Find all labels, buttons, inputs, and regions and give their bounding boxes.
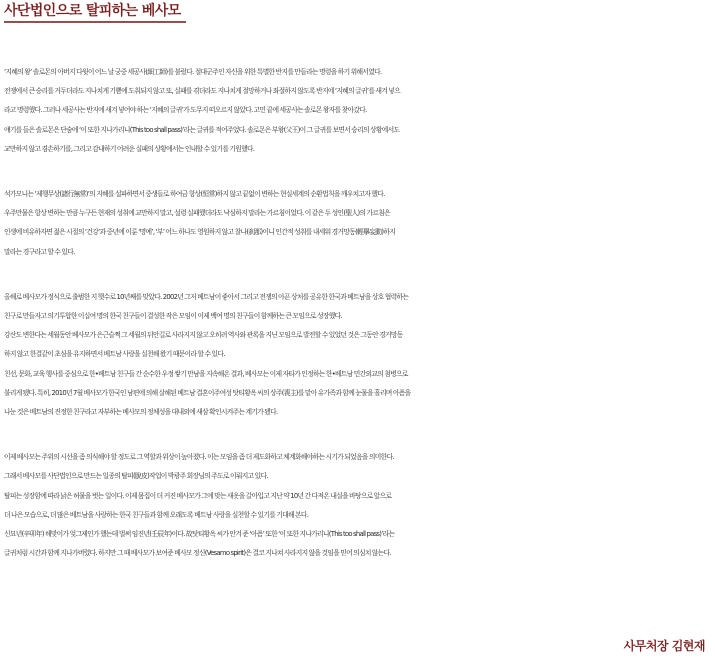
text-line: 얘기를 들은 솔로몬은 단숨에 ‘이 또한 지나가리니(This too shall pass)’라는 글귀를 적어주었다. 솔로몬은 부왕(父王)이 그 글귀를 보면서 승리의 상황에서도 bbox=[4, 125, 400, 134]
text-line: 인생에 비유하자면 젊은 시절의 ‘건강’과 중년에 이룬 ‘명예’, ‘부’ 어느 하나도 영원하지 않고 찰나(刹那)이니 인간적 성취를 내세워 경거망동(輕擧妄動)하지 bbox=[4, 228, 396, 237]
text-line: 더 나은 모습으로, 더 많은 베트남을 사랑하는 한국 친구들과 함께 오래도록 베트남 사랑을 실천할 수 있기를 기대해 본다. bbox=[4, 510, 309, 519]
text-line: 친선, 문화, 교육 행사를 중심으로 한•베트남 친구들 간 순수한 우정 쌓기 만남을 지속해온 결과, 베사모는 이제 자타가 인정하는 한•베트남 민간외교의 첨병으로 bbox=[4, 369, 408, 378]
text-line: 올해로 베사모가 정식으로 출범한 지 햇수로 10년째를 맞았다. 2002년 그저 베트남이 좋아서 그리고 전쟁의 아픈 상처를 공유한 한국과 베트남을 상호 협력하는 bbox=[4, 292, 409, 301]
paragraph bbox=[4, 288, 710, 422]
text-line: 말라는 경구라고 할 수 있다. bbox=[4, 247, 75, 256]
text-line: 우주만물은 항상 변하는 만큼 누구든 현재의 성취에 교만하지 말고, 설령 실패했더라도 낙심하지 말라는 가르침이었다. 이 같은 두 성인(聖人)의 가르침은 bbox=[4, 209, 390, 218]
text-line: 친구로 만들자고 의기투합한 이십여 명의 한국 친구들이 결성한 작은 모임이 이제 백여 명의 친구들이 함께하는 큰 모임으로 성장했다. bbox=[4, 312, 342, 321]
text-line: 글귀처럼 시간과 함께 지나가버렸다. 하지만 그 때 베사모가 보여준 베사모 정신(Vesamo spirit)은 결코 지나쳐 사라지지 않을 것임을 믿어 의심치 않는다. bbox=[4, 549, 391, 558]
text-line: 교만하지 않고 겸손하기를, 그리고 감내하기 어려운 실패의 상황에서는 인내할 수 있기를 기원했다. bbox=[4, 144, 255, 153]
text-line: 강산도 변한다는 세월동안 베사모가 은근슬쩍 그 세월의 뒤안길로 사라지지 않고 오히려 역사와 관록을 지닌 모임으로 발전할 수 있었던 것은 그동안 경거망동 bbox=[4, 331, 403, 340]
text-line: ‘지혜의 왕’ 솔로몬의 아버지 다윗이 어느 날 궁중 세공사(細工師)를 불렀다. 절대군주인 자신을 위한 특별한 반지를 만들라는 명령을 하기 위해서였다. bbox=[4, 68, 382, 76]
text-line: 이제 베사모는 주위의 시선을 좀 의식해야 할 정도로 그 역할과 위상이 높아졌다. 이는 모임을 좀 더 제도화하고 체계화해야하는 시기가 되었음을 의미한다. bbox=[4, 453, 394, 462]
text-line: 라고 명령했다. 그러나 세공사는 반지에 새겨 넣어야 하는 ‘지혜의 글귀’가 도무지 떠오르지 않았다. 고민 끝에 세공사는 솔로몬 왕자를 찾아갔다. bbox=[4, 106, 367, 115]
article-title: 사단법인으로 탈피하는 베사모 bbox=[4, 3, 181, 19]
text-line: 탈피는 성장함에 따라 낡은 허물을 벗는 일이다. 이제 몸집이 더 커진 베사모가 그에 맞는 새옷을 갈아입고 지난 약 10년 간 다져온 내실을 바탕으로 앞으로 bbox=[4, 491, 392, 500]
author-signature: 사무처장 김현재 bbox=[623, 639, 705, 653]
text-line: 나눈 것은 베트남의 진정한 친구라고 자부하는 베사모의 정체성을 대내외에 새삼 확인시켜주는 계기가 됐다. bbox=[4, 408, 278, 417]
text-line: 전쟁에서 큰 승리를 거두더라도 지나치게 기쁨에 도취되지 않고 또, 실패를 겪더라도 지나치게 절망하거나 좌절하지 않도록 반지에 ‘지혜의 글귀’를 새겨 넣으 bbox=[4, 87, 400, 96]
paragraph bbox=[4, 63, 710, 159]
paragraph bbox=[4, 448, 710, 563]
text-line: 그래서 베사모를 사단법인으로 만드는 일종의 탈피(脫皮)작업이 박광주 회장님의 주도로 이뤄지고 있다. bbox=[4, 472, 268, 481]
paragraph bbox=[4, 185, 710, 262]
article-header bbox=[4, 2, 186, 23]
text-line: 불리게 됐다. 특히, 2010년 7월 베사모가 한국인 남편에 의해 살해된 베트남 결혼이주여성 탓티황옥 씨의 상주(喪主)를 맡아 유가족과 함께 눈물을 흘리며 아픔을 bbox=[4, 388, 411, 397]
text-line: 신묘년(辛卯年) 해맞이가 엊그제인가 했는데 벌써 임진년(壬辰年)이다. 故탓티황옥 씨가 안겨 준 ‘아픔’ 또한 ‘이 또한 지나가리니(This too shall pass)’라는 bbox=[4, 530, 395, 539]
article-body bbox=[4, 63, 710, 589]
text-line: 하지 않고 한결같이 초심을 유지하면서 베트남 사랑을 실천해 왔기 때문이라 할 수 있다. bbox=[4, 350, 225, 359]
title-underline bbox=[4, 21, 186, 23]
text-line: 석가모니는 ‘제행무상(諸行無常)’의 지혜를 설파하면서 중생들로 하여금 항상(恒常)하지 않고 끝없이 변하는 현실세계의 순환법칙을 깨우치고자 했다. bbox=[4, 190, 385, 199]
